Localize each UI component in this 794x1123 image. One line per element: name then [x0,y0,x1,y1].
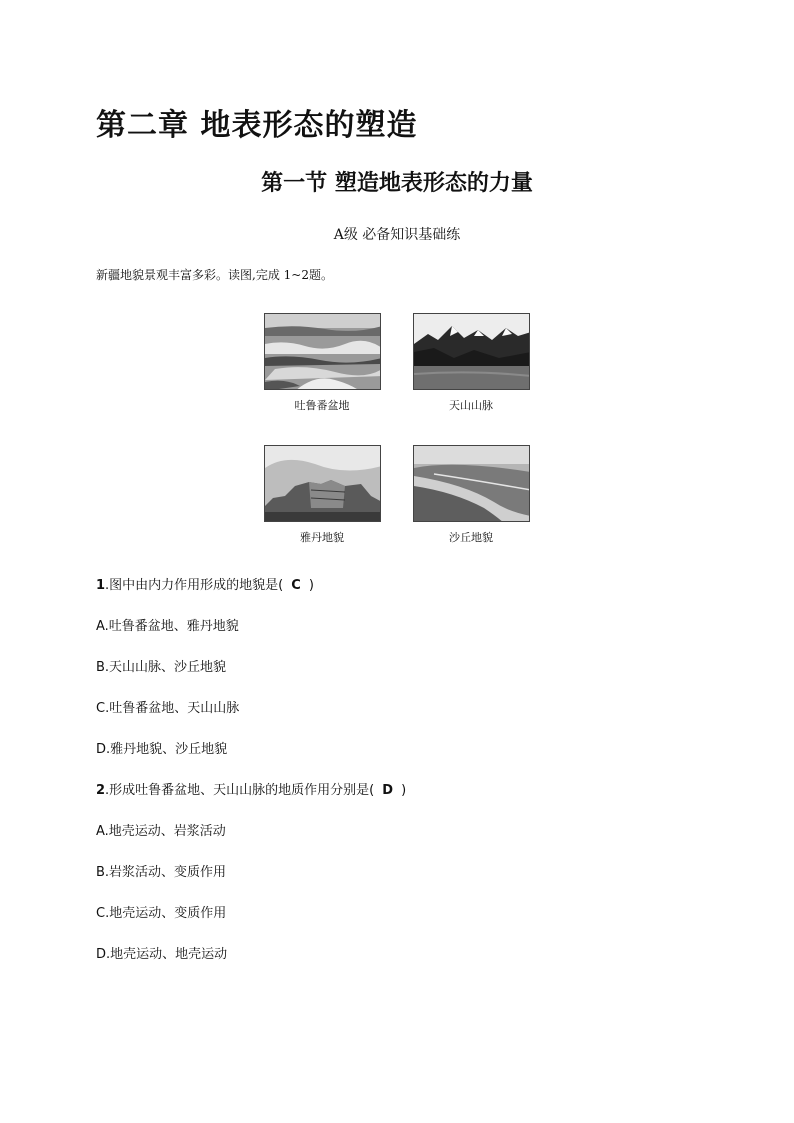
question-text-end: ) [308,578,314,593]
question-1-stem [96,574,314,593]
question-2-stem [96,779,406,798]
figure-caption: 天山山脉 [449,399,493,412]
question-text: .形成吐鲁番盆地、天山山脉的地质作用分别是( [105,783,375,798]
figure-caption: 沙丘地貌 [449,531,493,544]
sand-dune-photo [413,445,530,522]
option-c: C.吐鲁番盆地、天山山脉 [96,701,240,716]
yardang-photo [264,445,381,522]
turpan-basin-photo [264,313,381,390]
option-a: A.吐鲁番盆地、雅丹地貌 [96,619,239,634]
option-c: C.地壳运动、变质作用 [96,906,227,921]
answer-letter: C [291,578,301,593]
chapter-title: 第二章 地表形态的塑造 [96,108,418,143]
figure-caption: 吐鲁番盆地 [294,399,350,412]
tianshan-mountains-photo [413,313,530,390]
question-number: 2 [96,783,106,798]
figure-caption: 雅丹地貌 [300,531,344,544]
question-text-end: ) [401,783,407,798]
answer-letter: D [382,783,394,798]
question-text: .图中由内力作用形成的地貌是( [105,578,284,593]
option-b: B.岩浆活动、变质作用 [96,865,227,880]
question-number: 1 [96,578,106,593]
intro-text: 新疆地貌景观丰富多彩。读图,完成 1~2题。 [96,268,333,282]
option-d: D.地壳运动、地壳运动 [96,947,228,962]
option-b: B.天山山脉、沙丘地貌 [96,660,227,675]
option-d: D.雅丹地貌、沙丘地貌 [96,742,228,757]
option-a: A.地壳运动、岩浆活动 [96,824,226,839]
level-title: A级 必备知识基础练 [333,227,461,243]
section-title: 第一节 塑造地表形态的力量 [261,171,533,196]
